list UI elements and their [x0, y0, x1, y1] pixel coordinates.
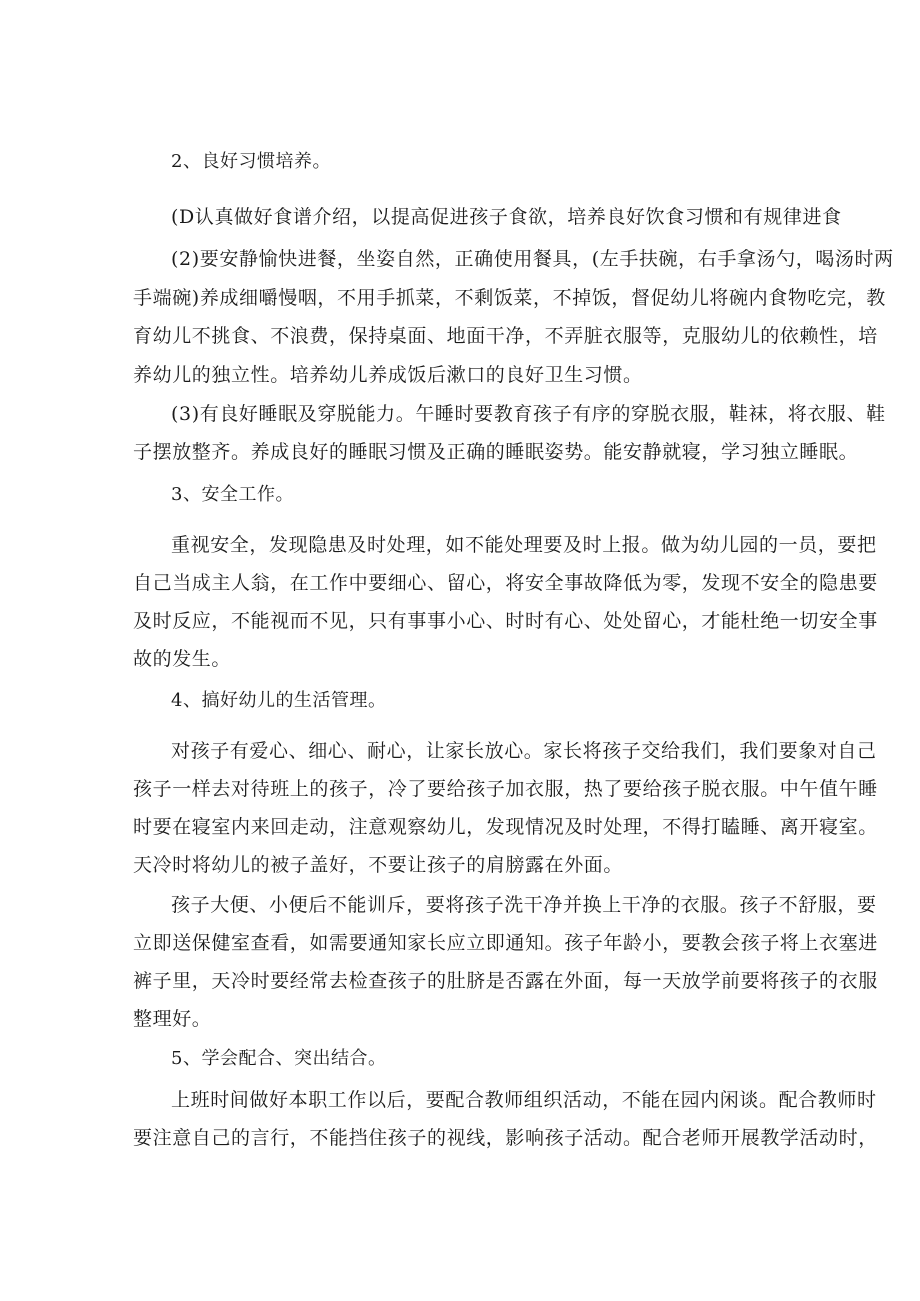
section-heading-cooperation: 5、学会配合、突出结合。: [171, 1048, 387, 1069]
section-heading-habits: 2、良好习惯培养。: [171, 151, 331, 172]
paragraph-line: 重视安全，发现隐患及时处理，如不能处理要及时上报。做为幼儿园的一员，要把: [171, 534, 877, 556]
section-heading-life-management: 4、搞好幼儿的生活管理。: [171, 690, 387, 711]
section-heading-safety: 3、安全工作。: [171, 484, 294, 505]
paragraph-line: 要注意自己的言行，不能挡住孩子的视线，影响孩子活动。配合老师开展教学活动时，: [133, 1127, 878, 1149]
paragraph-line: 对孩子有爱心、细心、耐心，让家长放心。家长将孩子交给我们，我们要象对自己: [171, 740, 877, 762]
paragraph-line: 子摆放整齐。养成良好的睡眠习惯及正确的睡眠姿势。能安静就寝，学习独立睡眠。: [133, 441, 859, 463]
paragraph-line: 立即送保健室查看，如需要通知家长应立即通知。孩子年龄小，要教会孩子将上衣塞进: [133, 932, 878, 954]
paragraph-line: 孩子一样去对待班上的孩子，冷了要给孩子加衣服，热了要给孩子脱衣服。中午值午睡: [133, 778, 878, 800]
paragraph-line: 时要在寝室内来回走动，注意观察幼儿，发现情况及时处理，不得打瞌睡、离开寝室。: [133, 816, 878, 838]
paragraph-line: 自己当成主人翁，在工作中要细心、留心，将安全事故降低为零，发现不安全的隐患要: [133, 572, 878, 594]
paragraph-line: 孩子大便、小便后不能训斥，要将孩子洗干净并换上干净的衣服。孩子不舒服，要: [171, 894, 877, 916]
paragraph-line: 养幼儿的独立性。培养幼儿养成饭后漱口的良好卫生习惯。: [133, 364, 643, 386]
paragraph-line: 上班时间做好本职工作以后，要配合教师组织活动，不能在园内闲谈。配合教师时: [171, 1089, 877, 1111]
paragraph-line: (3)有良好睡眠及穿脱能力。午睡时要教育孩子有序的穿脱衣服，鞋袜，将衣服、鞋: [171, 403, 886, 425]
paragraph-line: (D认真做好食谱介绍，以提高促进孩子食欲，培养良好饮食习惯和有规律进食: [171, 206, 842, 228]
paragraph-line: 及时反应，不能视而不见，只有事事小心、时时有心、处处留心，才能杜绝一切安全事: [133, 610, 878, 632]
paragraph-line: 手端碗)养成细嚼慢咽，不用手抓菜，不剩饭菜，不掉饭，督促幼儿将碗内食物吃完，教: [133, 287, 886, 309]
paragraph-line: 天冷时将幼儿的被子盖好，不要让孩子的肩膀露在外面。: [133, 854, 624, 876]
paragraph-line: 育幼儿不挑食、不浪费，保持桌面、地面干净，不弄脏衣服等，克服幼儿的依赖性，培: [133, 325, 878, 347]
paragraph-line: 故的发生。: [133, 648, 232, 670]
paragraph-line: 整理好。: [133, 1008, 212, 1030]
paragraph-line: (2)要安静愉快进餐，坐姿自然，正确使用餐具，(左手扶碗，右手拿汤勺，喝汤时两: [171, 248, 894, 270]
paragraph-line: 裤子里，天冷时要经常去检查孩子的肚脐是否露在外面，每一天放学前要将孩子的衣服: [133, 970, 878, 992]
